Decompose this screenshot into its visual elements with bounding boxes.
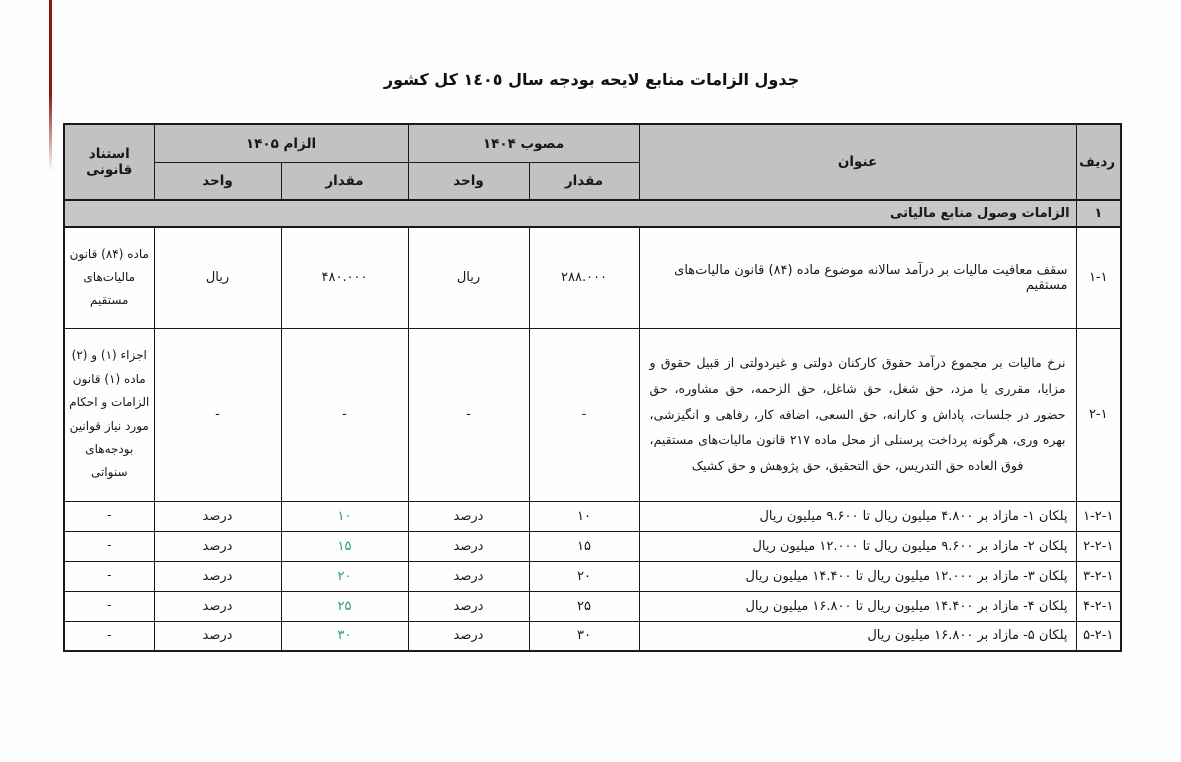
obligation-unit-cell: درصد — [154, 621, 281, 651]
header-legal-basis: استناد قانونی — [64, 124, 154, 200]
table-row — [64, 561, 1121, 591]
obligation-unit-cell: ریال — [154, 227, 281, 328]
row-title-cell: سقف معافیت مالیات بر درآمد سالانه موضوع ماده (۸۴) قانون مالیات‌های مستقیم — [639, 227, 1076, 328]
row-id-cell: ۱-۱ — [1076, 227, 1121, 328]
row-id-cell: ۱-۲-۲ — [1076, 531, 1121, 561]
row-id-cell: ۱-۲ — [1076, 328, 1121, 501]
approved-unit-cell: درصد — [408, 561, 529, 591]
section-title: الزامات وصول منابع مالیاتی — [64, 200, 1076, 227]
approved-amount-cell: ۳۰ — [529, 621, 639, 651]
table-row — [64, 227, 1121, 328]
row-title-cell: پلکان ۲- مازاد بر ۹.۶۰۰ میلیون ریال تا ۱۲.۰۰۰ میلیون ریال — [639, 531, 1076, 561]
row-id-cell: ۱-۲-۴ — [1076, 591, 1121, 621]
table-row — [64, 591, 1121, 621]
row-title-cell: نرخ مالیات بر مجموع درآمد حقوق کارکنان دولتی و غیردولتی از قبیل حقوق و مزایا، مقرری یا مزد، حق شغل، حق شاغل، حق الزحمه، حق مشاوره، حق حضور در جلسات، پاداش و کارانه، حق السعی، اضافه کار، رفاهی و انگیزشی، بهره وری، هرگونه پرداخت پرسنلی از محل ماده ۲۱۷ قانون مالیات‌های مستقیم، فوق العاده حق التدریس، حق التحقیق، حق پژوهش و حق کشیک — [639, 328, 1076, 501]
header-obligation-1405: الزام ۱۴۰۵ — [154, 124, 408, 163]
section-row-id: ۱ — [1076, 200, 1121, 227]
table-row — [64, 621, 1121, 651]
obligation-amount-cell: - — [281, 328, 408, 501]
approved-amount-cell: ۲۰ — [529, 561, 639, 591]
approved-amount-cell: ۱۰ — [529, 501, 639, 531]
approved-amount-cell: ۲۸۸.۰۰۰ — [529, 227, 639, 328]
table-body — [64, 200, 1121, 651]
legal-basis-cell: - — [64, 501, 154, 531]
row-title-cell: پلکان ۴- مازاد بر ۱۴.۴۰۰ میلیون ریال تا ۱۶.۸۰۰ میلیون ریال — [639, 591, 1076, 621]
row-id-cell: ۱-۲-۱ — [1076, 501, 1121, 531]
header-obligation-unit: واحد — [154, 163, 281, 201]
row-title-cell: پلکان ۱- مازاد بر ۴.۸۰۰ میلیون ریال تا ۹.۶۰۰ میلیون ریال — [639, 501, 1076, 531]
obligation-unit-cell: - — [154, 328, 281, 501]
legal-basis-cell: اجزاء (۱) و (۲) ماده (۱) قانون الزامات و احکام مورد نیاز قوانین بودجه‌های سنواتی — [64, 328, 154, 501]
table-row — [64, 531, 1121, 561]
obligation-amount-cell: ۱۵ — [281, 531, 408, 561]
budget-obligations-table — [63, 123, 1122, 652]
row-id-cell: ۱-۲-۵ — [1076, 621, 1121, 651]
legal-basis-cell: ماده (۸۴) قانون مالیات‌های مستقیم — [64, 227, 154, 328]
header-row-id: ردیف — [1076, 124, 1121, 200]
approved-unit-cell: - — [408, 328, 529, 501]
approved-unit-cell: درصد — [408, 591, 529, 621]
approved-unit-cell: درصد — [408, 501, 529, 531]
table-header — [64, 124, 1121, 200]
obligation-unit-cell: درصد — [154, 501, 281, 531]
obligation-unit-cell: درصد — [154, 591, 281, 621]
table-row — [64, 501, 1121, 531]
header-approved-unit: واحد — [408, 163, 529, 201]
approved-unit-cell: ریال — [408, 227, 529, 328]
row-id-cell: ۱-۲-۳ — [1076, 561, 1121, 591]
header-approved-1404: مصوب ۱۴۰۴ — [408, 124, 639, 163]
header-row-groups — [64, 124, 1121, 163]
obligation-unit-cell: درصد — [154, 561, 281, 591]
legal-basis-cell: - — [64, 561, 154, 591]
approved-amount-cell: ۲۵ — [529, 591, 639, 621]
legal-basis-cell: - — [64, 531, 154, 561]
approved-amount-cell: ۱۵ — [529, 531, 639, 561]
header-approved-amount: مقدار — [529, 163, 639, 201]
obligation-amount-cell: ۴۸۰.۰۰۰ — [281, 227, 408, 328]
approved-amount-cell: - — [529, 328, 639, 501]
obligation-amount-cell: ۱۰ — [281, 501, 408, 531]
red-edge-mark — [49, 0, 52, 172]
approved-unit-cell: درصد — [408, 621, 529, 651]
table-row — [64, 328, 1121, 501]
row-title-cell: پلکان ۵- مازاد بر ۱۶.۸۰۰ میلیون ریال — [639, 621, 1076, 651]
legal-basis-cell: - — [64, 621, 154, 651]
section-row — [64, 200, 1121, 227]
approved-unit-cell: درصد — [408, 531, 529, 561]
obligation-amount-cell: ۳۰ — [281, 621, 408, 651]
header-obligation-amount: مقدار — [281, 163, 408, 201]
obligation-amount-cell: ۲۵ — [281, 591, 408, 621]
obligation-unit-cell: درصد — [154, 531, 281, 561]
row-title-cell: پلکان ۳- مازاد بر ۱۲.۰۰۰ میلیون ریال تا ۱۴.۴۰۰ میلیون ریال — [639, 561, 1076, 591]
header-title: عنوان — [639, 124, 1076, 200]
legal-basis-cell: - — [64, 591, 154, 621]
page-title: جدول الزامات منابع لایحه بودجه سال ١٤٠٥ کل کشور — [383, 70, 800, 89]
obligation-amount-cell: ۲۰ — [281, 561, 408, 591]
